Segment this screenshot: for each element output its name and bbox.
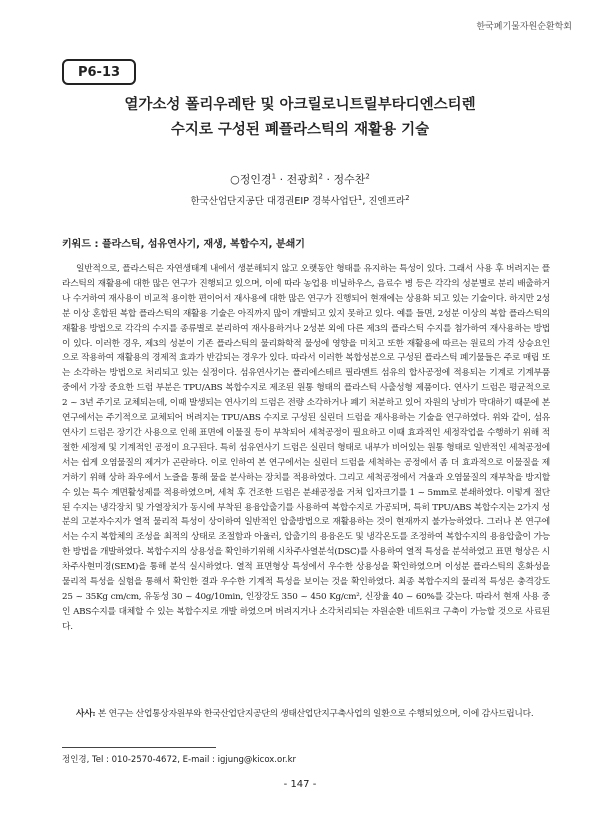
author-2-affil: 2 <box>318 172 323 181</box>
affiliations <box>0 193 600 207</box>
affiliation-1: 한국산업단지공단 대경권EIP 경북사업단 <box>190 196 358 207</box>
title-line-2: 수지로 구성된 폐플라스틱의 재활용 기술 <box>170 122 430 138</box>
author-separator: · <box>322 173 334 186</box>
acknowledgement-text: 본 연구는 산업통상자원부와 한국산업단지공단의 생태산업단지구축사업의 일환으로 수행되었으며, 이에 감사드립니다. <box>95 709 534 719</box>
author-list <box>0 171 600 187</box>
acknowledgement-label: 사사: <box>76 709 96 719</box>
author-3-affil: 2 <box>365 172 370 181</box>
acknowledgement <box>62 707 550 722</box>
footnote-divider <box>62 747 216 748</box>
author-3: 정수찬 <box>333 173 366 186</box>
affiliation-2-mark: 2 <box>405 193 410 202</box>
author-1-affil: 1 <box>271 172 277 181</box>
paper-code-badge: P6-13 <box>62 59 136 85</box>
corresponding-contact: 정인경, Tel : 010-2570-4672, E-mail : igjung@kicox.or.kr <box>62 755 297 765</box>
author-separator: · <box>276 173 287 186</box>
page-number: - 147 - <box>283 779 317 790</box>
journal-header: 한국폐기물자원순환학회 <box>476 22 572 32</box>
affiliation-1-mark: 1 <box>357 193 363 202</box>
keywords: 키워드 : 플라스틱, 섬유연사기, 재생, 복합수지, 분쇄기 <box>62 239 305 250</box>
abstract-body: 일반적으로, 플라스틱은 자연생태계 내에서 생분해되지 않고 오랫동안 형태를 유지하는 특성이 있다. 그래서 사용 후 버려지는 플라스틱의 재활용에 대한 많은 연구가 진행되고 있으며, 이에 따라 농업용 비닐하우스, 음료수 병 등은 각각의 성분별로 분리 배출하거나 수거하여 재사용이 비교적 용이한 편이어서 재사용에 대한 많은 연구가 진행되어 현재에는 상용화 되고 있는 기술이다. 하지만 2성분 이상 혼합된 복합 플라스틱의 재활용 기술은 아직까지 많이 개발되고 있지 못하고 있다. 예를 들면, 2성분 이상의 복합 플라스틱의 재활용 방법으로 각각의 수지를 종류별로 분리하여 재사용하거나 2성분 외에 다른 제3의 플라스틱 수지를 첨가하여 재사용하는 방법이 있다. 이러한 경우, 제3의 성분이 기존 플라스틱의 물리화학적 물성에 영향을 미치고 또한 재활용에 따르는 원료의 가격 상승요인으로 작용하여 재활용의 경제적 효과가 반감되는 경우가 있다. 따라서 이러한 복합성분으로 구성된 플라스틱 폐기물들은 주로 매립 또는 소각하는 방법으로 처리되고 있는 실정이다. 섬유연사기는 폴리에스테르 필라멘트 섬유의 합사공정에 적용되는 기계로 기계부품 중에서 가장 중요한 드럼 부분은 TPU/ABS 복합수지로 제조된 원통 형태의 플라스틱 사출성형 제품이다. 연사기 드럼은 평균적으로 2 ~ 3년 주기로 교체되는데, 이때 발생되는 연사기의 드럼은 전량 소각하거나 폐기 처분하고 있어 자원의 낭비가 막대하기 때문에 본 연구에서는 주기적으로 교체되어 버려지는 TPU/ABS 수지로 구성된 실린더 드럼을 재사용하는 기술을 연구하였다. 위와 같이, 섬유연사기 드럼은 장기간 사용으로 인해 표면에 이물질 등이 부착되어 세척공정이 필요하고 이때 효과적인 세정작업을 수행하기 위해 적절한 세정제 및 기계적인 공정이 요구된다. 특히 섬유연사기 드럼은 실린더 형태로 내부가 비어있는 원통 형태로 일반적인 세척공정에서는 쉽게 오염물질의 제거가 곤란하다. 이로 인하여 본 연구에서는 실린더 드럼을 세척하는 공정에서 좀 더 효과적으로 이물질을 제거하기 위해 상하 좌우에서 노즐을 통해 물을 분사하는 장치를 적용하였다. 그리고 세척공정에서 겨울과 오염물질의 재부착을 방지할 수 있는 특수 계면활성제를 적용하였으며, 세척 후 건조한 드럼은 분쇄공정을 거쳐 입자크기를 1 ~ 5mm로 분쇄하였다. 이렇게 절단된 수지는 냉각장치 및 가열장치가 동시에 부착된 용융압출기를 사용하여 복합수지로 가공되며, 특히 TPU/ABS 복합수지는 2가지 성분의 고분자수지가 열적 물리적 특성이 상이하여 일반적인 압출방법으로 재활용하는 것이 현재까지 불가능하였다. 그러나 본 연구에서는 수지 복합체의 조성을 최적의 상태로 조절함과 아울러, 압출기의 용융온도 및 냉각온도를 조정하여 복합수지의 용융압출이 가능한 방법을 개발하였다. 복합수지의 상용성을 확인하기위해 시차주사열분석(DSC)를 사용하여 열적 특성을 분석하였고 표면 형상은 시차주사현미경(SEM)을 통해 분석 실시하였다. 열적 표면형상 특성에서 우수한 상용성을 확인하였으며 이성분 플라스틱의 혼화성을 물리적 특성을 실험을 통해서 확인한 결과 우수한 기계적 특성을 보이는 것을 확인하였다. 최종 복합수지의 물리적 특성은 충격강도 25 ~ 35Kg cm/cm, 유동성 30 ~ 40g/10min, 인장강도 350 ~ 450 Kg/cm², 신장율 40 ~ 60%를 갖는다. 따라서 현재 사용 중인 ABS수지를 대체할 수 있는 복합수지로 개발 하였으며 버려지거나 소각처리되는 자원순환 네트워크 구축이 가능할 것으로 사료된다. <box>62 264 550 632</box>
title-line-1: 열가소성 폴리우레탄 및 아크릴로니트릴부타디엔스티렌 <box>124 97 476 113</box>
presenter-mark: ○ <box>230 173 240 186</box>
author-1: 정인경 <box>239 173 272 186</box>
paper-title <box>0 93 600 143</box>
author-2: 전광희 <box>286 173 319 186</box>
affiliation-2: , 진엔프라 <box>362 196 406 207</box>
